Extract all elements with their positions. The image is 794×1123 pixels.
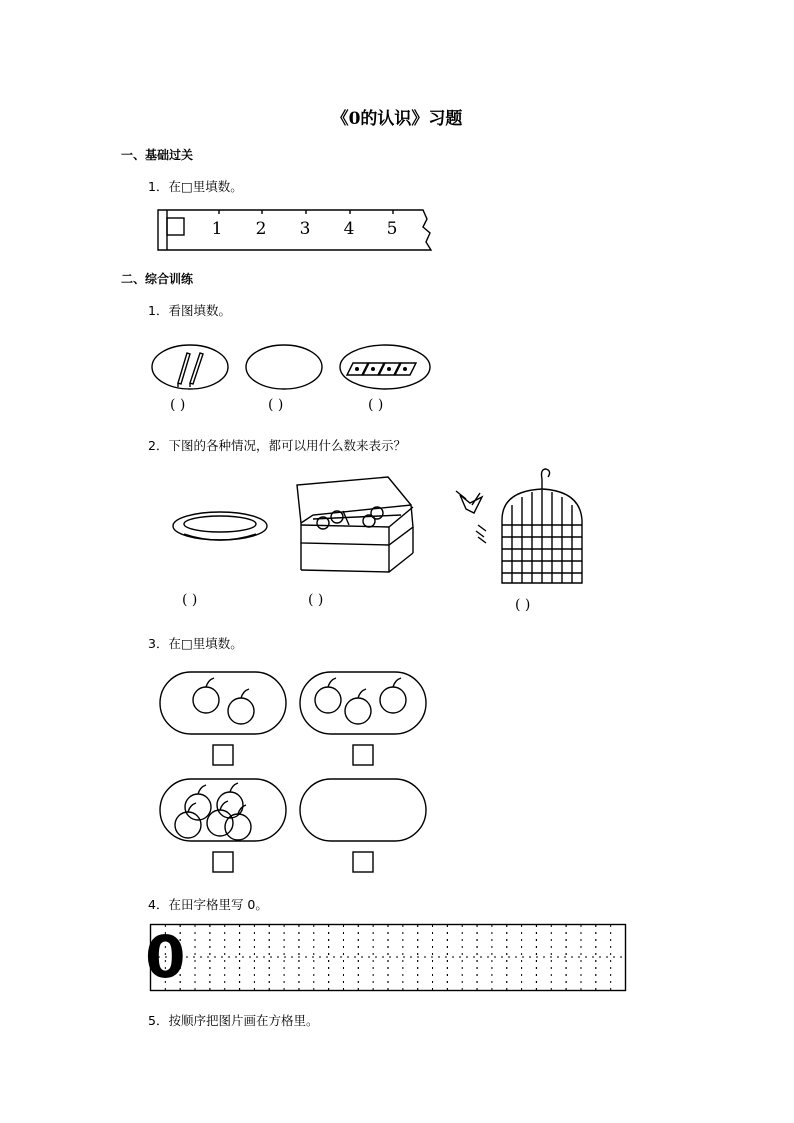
tian-zi-ge-grid[interactable] [145, 923, 630, 994]
apple-group-outline [300, 779, 426, 841]
answer-box[interactable] [353, 852, 373, 872]
apple-groups [158, 670, 438, 880]
empty-plate-icon [170, 510, 275, 550]
answer-box[interactable] [213, 745, 233, 765]
apple-icon [193, 678, 219, 713]
question-2-2-what-number: 2．下图的各种情况，都可以用什么数来表示？ [148, 438, 406, 453]
ruler-number: 4 [343, 219, 355, 239]
answer-paren[interactable]: ( ) [170, 397, 186, 413]
question-1-fill-box: 1．在□里填数。 [148, 179, 243, 194]
apple-group [300, 779, 426, 872]
question-2-4-write-zero: 4．在田字格里写 0。 [148, 897, 268, 912]
number-ruler [155, 205, 440, 255]
apple-icon [185, 785, 211, 820]
count-ovals [150, 343, 440, 393]
page-title: 《0的认识》习题 [331, 109, 463, 129]
flying-bird-icon [456, 491, 486, 543]
answer-box[interactable] [167, 218, 184, 235]
pencil-icon [178, 353, 203, 387]
answer-paren[interactable]: ( ) [268, 397, 284, 413]
answer-paren[interactable]: ( ) [182, 592, 198, 608]
oval-blocks [340, 345, 430, 389]
bird-cage-icon [452, 465, 592, 590]
apple-icon [315, 678, 341, 713]
apple-icon [345, 689, 371, 724]
apple-icon [380, 678, 406, 713]
answer-paren[interactable]: ( ) [308, 592, 324, 608]
answer-paren[interactable]: ( ) [368, 397, 384, 413]
question-2-3-fill-box: 3．在□里填数。 [148, 636, 243, 651]
apple-group [160, 779, 286, 872]
ruler-number: 3 [299, 219, 311, 239]
answer-box[interactable] [213, 852, 233, 872]
apple-group [160, 672, 286, 765]
apple-group [300, 672, 426, 765]
section-heading-basic: 一、基础过关 [121, 148, 194, 162]
apple-group-outline [300, 672, 426, 734]
answer-box[interactable] [353, 745, 373, 765]
section-heading-comprehensive: 二、综合训练 [121, 272, 194, 286]
ruler-number: 1 [211, 219, 223, 239]
dice-blocks-icon [347, 363, 416, 375]
question-2-5-draw-in-grid: 5．按顺序把图片画在方格里。 [148, 1013, 319, 1028]
ruler-number: 2 [255, 219, 267, 239]
answer-paren[interactable]: ( ) [515, 597, 531, 613]
ruler-number: 5 [386, 219, 398, 239]
apple-icon [225, 805, 251, 840]
apple-icon [228, 689, 254, 724]
example-zero: 0 [145, 923, 186, 991]
oval-empty [246, 345, 322, 389]
apple-box-icon [293, 475, 423, 575]
question-2-1-look-fill: 1．看图填数。 [148, 303, 231, 318]
apple-group-outline [160, 672, 286, 734]
